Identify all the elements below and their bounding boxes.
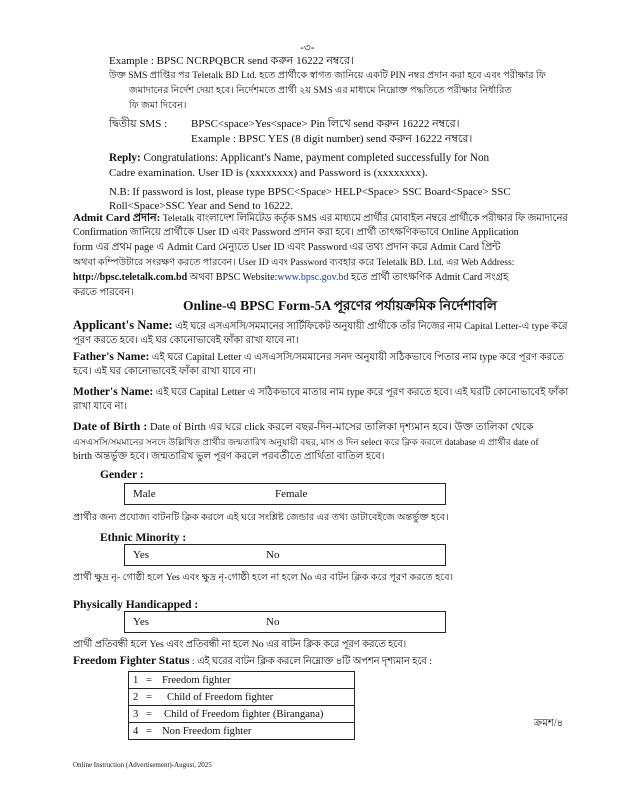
option-number: 3: [133, 708, 139, 720]
gender-label: Gender :: [100, 469, 144, 481]
physical-option-yes[interactable]: Yes: [133, 616, 150, 628]
dob-line2: এসএসসি/সমমানের সনদে উল্লিখিত প্রার্থীর জন্মতারিখ অনুযায়ী বছর, মাস ও দিন select করে ক্লিক করলে database এ প্রার্থীর date of: [73, 437, 539, 447]
option-number: 2: [133, 691, 139, 703]
option-number: 1: [133, 674, 139, 686]
freedom-option-row[interactable]: [129, 723, 355, 740]
admit-line4: অথবা কম্পিউটারে সংরক্ষণ করতে পারবেন। User ID এবং Password ব্যবহার করে Teletalk BD. Ltd. এর Web Address:: [73, 257, 515, 268]
reply-line2: Cadre examination. User ID is (xxxxxxxx) and Password is (xxxxxxxx).: [109, 167, 428, 179]
freedom-option-cell: [129, 723, 355, 740]
second-sms-line2: Example : BPSC YES (8 digit number) send করুন 16222 নম্বরে।: [191, 133, 473, 145]
gender-option-male[interactable]: Male: [133, 488, 156, 500]
admit-line1: [73, 211, 568, 226]
admit-end: হতে প্রার্থী তাৎক্ষণিক Admit Card সংগ্রহ: [348, 272, 509, 283]
mother-text: এই ঘরে Capital Letter এ সঠিকভাবে মাতার নাম type করে পূরণ করতে হবে। এই ঘরটি কোনোভাবেই ফাঁকা: [153, 387, 569, 398]
admit-text1: Teletalk বাংলাদেশ লিমিটেড কর্তৃক SMS এর মাধ্যমে প্রার্থীর মোবাইল নম্বরে প্রার্থীকে পরীক্ষার ফি জমাদানের: [160, 213, 568, 224]
admit-line3: form এর প্রথম page এ Admit Card মেন্যুতে User ID এবং Password এর তথ্য প্রদান করে Admit Card প্রিন্ট: [73, 242, 501, 253]
option-text: Child of Freedom fighter: [167, 691, 274, 703]
reply-label: Reply:: [109, 152, 141, 164]
mother-line1: [73, 385, 568, 400]
father-line2: হবে। এই ঘর কোনোভাবেই ফাঁকা রাখা যাবে না।: [73, 366, 256, 377]
option-text: Freedom fighter: [162, 674, 231, 686]
freedom-line: [73, 654, 432, 669]
ethnic-label: Ethnic Minority :: [100, 532, 187, 544]
page-footer: Online Instruction (Advertisement)-August, 2025: [73, 761, 212, 769]
physical-note: প্রার্থী প্রতিবন্ধী হলে Yes এবং প্রতিবন্ধী না হলে No এর বাটন ক্লিক করে পূরণ করতে হবে।: [73, 639, 407, 650]
mother-label: Mother's Name:: [73, 386, 154, 398]
reply-text: Congratulations: Applicant's Name, payment completed successfully for Non: [140, 152, 490, 164]
admit-label: Admit Card প্রদান:: [73, 212, 161, 224]
option-text: Child of Freedom fighter (Birangana): [164, 708, 324, 720]
applicant-line1: [73, 318, 567, 334]
option-equals: =: [146, 725, 152, 737]
dob-text: Date of Birth এর ঘরে click করলে বছর-দিন-মাসের তালিকা দৃশ্যমান হবে। উক্ত তালিকা থেকে: [147, 422, 534, 433]
option-equals: =: [146, 674, 152, 686]
applicant-line2: পূরণ করতে হবে। এই ঘর কোনোভাবেই ফাঁকা রাখা যাবে না।: [73, 335, 299, 346]
sms-para-line3: ফি জমা দিবেন।: [129, 100, 187, 111]
dob-label: Date of Birth :: [73, 419, 148, 433]
teletalk-url[interactable]: http://bpsc.teletalk.com.bd: [73, 272, 188, 283]
mother-line2: রাখা যাবে না।: [73, 401, 128, 412]
option-equals: =: [146, 708, 152, 720]
sms-para-line2: জমাদানের নির্দেশ দেয়া হবে। নির্দেশমতে প্রার্থী ২য় SMS এর মাধ্যমে নিম্নোক্ত পদ্ধতিতে পরীক্ষার নির্ধারিত: [129, 85, 512, 96]
page-number: -৩-: [300, 42, 315, 54]
nb-line2: Roll<Space>SSC Year and Send to 16222.: [109, 200, 294, 212]
applicant-text: এই ঘরে এসএসসি/সমমানের সার্টিফিকেট অনুযায়ী প্রার্থীকে তাঁর নিজের নাম Capital Letter-এ type করে: [172, 321, 568, 332]
freedom-option-cell: [129, 672, 355, 689]
admit-line6: করতে পারবেন।: [73, 287, 134, 298]
gender-field[interactable]: [124, 483, 446, 505]
reply-line1: [109, 151, 489, 165]
option-equals: =: [146, 691, 152, 703]
bpsc-url[interactable]: www.bpsc.gov.bd: [277, 272, 349, 283]
sms-para-line1: উক্ত SMS প্রাপ্তির পর Teletalk BD Ltd. হতে প্রার্থীকে স্বাগত জানিয়ে একটি PIN নম্বর প্রদান করা হবে এবং পরীক্ষার ফি: [109, 70, 546, 81]
ethnic-note: প্রার্থী ক্ষুদ্র নৃ- গোষ্ঠী হলে Yes এবং ক্ষুদ্র নৃ-গোষ্ঠী হলে না হলে No এর বাটন ক্লিক করে পূরণ করতে হবে।: [73, 572, 454, 583]
freedom-desc: : এই ঘরের বাটন ক্লিক করলে নিম্নোক্ত ৪টি অপশন দৃশ্যমান হবে :: [189, 656, 433, 667]
freedom-option-row[interactable]: [129, 689, 355, 706]
continued-marker: ক্রমশ/৪: [534, 718, 564, 729]
freedom-option-row[interactable]: [129, 672, 355, 689]
dob-line3: birth অন্তর্ভুক্ত হবে। জন্মতারিখ ভুল পূরণ করলে পরবর্তীতে প্রার্থিতা বাতিল হবে।: [73, 451, 385, 462]
freedom-option-cell: [129, 706, 355, 723]
admit-line5: [73, 271, 508, 285]
ethnic-field[interactable]: [124, 544, 446, 566]
gender-note: প্রার্থীর জন্য প্রযোজ্য বাটনটি ক্লিক করলে এই ঘরে সংশ্লিষ্ট জেন্ডার এর তথ্য ডাটাবেইজে অন্তর্ভুক্ত হবে।: [73, 512, 449, 523]
nb-line1: N.B: If password is lost, please type BPSC<Space> HELP<Space> SSC Board<Space> SSC: [109, 186, 511, 198]
second-sms-label: দ্বিতীয় SMS :: [109, 118, 168, 130]
dob-line1: [73, 419, 534, 435]
physical-field[interactable]: [124, 611, 446, 633]
freedom-option-row[interactable]: [129, 706, 355, 723]
admit-line2: Confirmation জানিয়ে প্রার্থীকে User ID এবং Password প্রদান করা হবে। প্রার্থী তাৎক্ষণিকভাবে Online Application: [73, 227, 519, 238]
freedom-option-cell: [129, 689, 355, 706]
father-line1: [73, 350, 564, 365]
gender-option-female[interactable]: Female: [275, 488, 308, 500]
applicant-label: Applicant's Name:: [73, 318, 173, 332]
physical-label: Physically Handicapped :: [73, 599, 199, 611]
father-label: Father's Name:: [73, 351, 150, 363]
section-title: Online-এ BPSC Form-5A পূরণের পর্যায়ক্রমিক নির্দেশাবলি: [183, 298, 497, 313]
option-number: 4: [133, 725, 139, 737]
ethnic-option-yes[interactable]: Yes: [133, 549, 150, 561]
ethnic-option-no[interactable]: No: [266, 549, 280, 561]
physical-option-no[interactable]: No: [266, 616, 280, 628]
option-text: Non Freedom fighter: [162, 725, 252, 737]
second-sms-line1: BPSC<space>Yes<space> Pin লিখে send করুন 16222 নম্বরে।: [191, 118, 460, 130]
father-text: এই ঘরে Capital Letter এ এসএসসি/সমমানের সনদ অনুযায়ী সঠিকভাবে পিতার নাম type করে পূরণ করতে: [149, 352, 564, 363]
freedom-label: Freedom Fighter Status: [73, 655, 190, 667]
sms-example: Example : BPSC NCRPQBCR send করুন 16222 নম্বরে।: [109, 55, 354, 67]
freedom-options-table: [128, 671, 355, 740]
admit-mid: অথবা BPSC Website:: [187, 272, 278, 283]
